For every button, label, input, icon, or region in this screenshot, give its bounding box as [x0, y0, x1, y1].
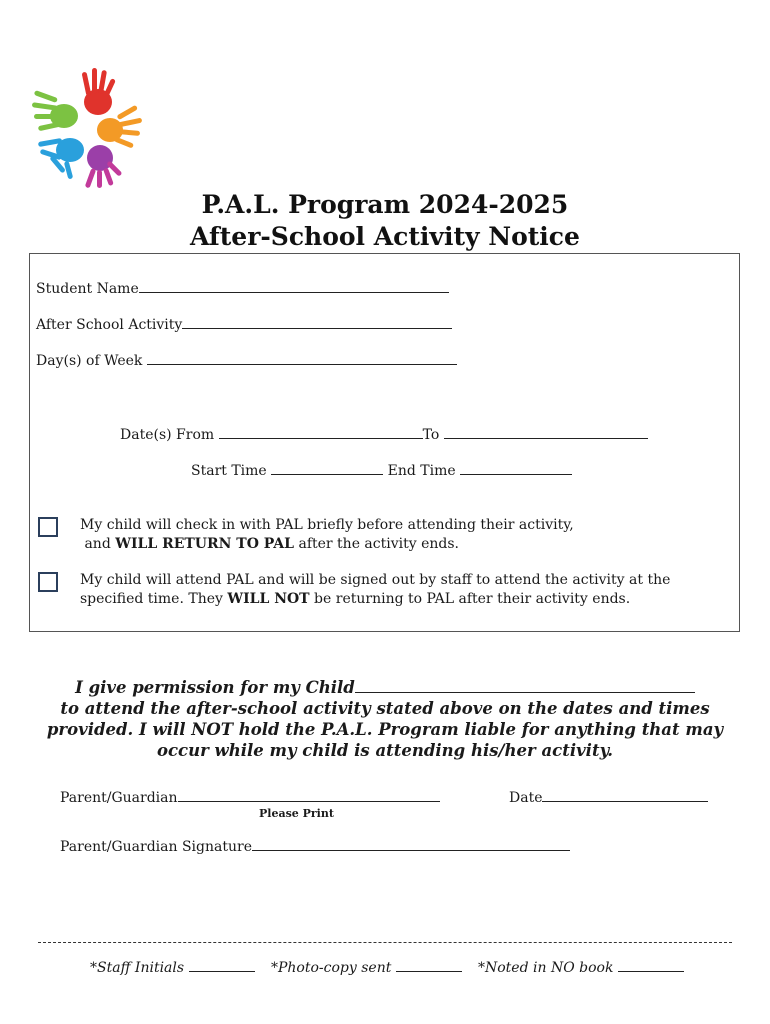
start-time-field[interactable]	[271, 462, 383, 475]
parent-guardian-field[interactable]	[178, 789, 440, 802]
start-time-label: Start Time	[191, 463, 267, 479]
days-label: Day(s) of Week	[36, 353, 143, 369]
staff-initials: *Staff Initials	[90, 959, 255, 976]
permission-line1: I give permission for my Child	[0, 677, 770, 698]
end-time-label: End Time	[387, 463, 456, 479]
red-hand-icon	[82, 68, 116, 115]
activity-field[interactable]	[182, 316, 452, 329]
dates-from-label: Date(s) From	[120, 427, 215, 443]
date-row	[509, 789, 708, 806]
signature-label: Parent/Guardian Signature	[60, 839, 252, 855]
parent-guardian-label: Parent/Guardian	[60, 790, 178, 806]
student-name-row	[36, 280, 449, 297]
signature-field[interactable]	[252, 838, 570, 851]
hands-logo	[30, 64, 142, 188]
days-field[interactable]	[147, 352, 457, 365]
student-name-field[interactable]	[139, 280, 449, 293]
return-to-pal-option: My child will check in with PAL briefly before attending their activity, and WILL RETURN TO PAL after the activity ends.	[80, 517, 574, 552]
dates-to-field[interactable]	[444, 426, 648, 439]
page-subtitle: After-School Activity Notice	[190, 222, 580, 251]
green-hand-icon	[32, 90, 78, 131]
activity-label: After School Activity	[36, 317, 183, 333]
photocopy-sent: *Photo-copy sent	[271, 959, 462, 976]
signed-out-option: My child will attend PAL and will be signed out by staff to attend the activity at the specified time. They WILL NOT be returning to PAL after their activity ends.	[80, 572, 671, 607]
date-label: Date	[509, 790, 543, 806]
dates-row	[120, 426, 648, 443]
activity-row	[36, 316, 452, 333]
dates-to-label: To	[422, 427, 440, 443]
staff-initials-field[interactable]	[189, 959, 255, 972]
signature-row	[60, 838, 570, 855]
signed-out-checkbox[interactable]	[38, 572, 58, 592]
date-field[interactable]	[542, 789, 708, 802]
permission-line3: provided. I will NOT hold the P.A.L. Program liable for anything that may	[46, 720, 724, 739]
return-to-pal-checkbox[interactable]	[38, 517, 58, 537]
photocopy-field[interactable]	[396, 959, 462, 972]
permission-line4: occur while my child is attending his/her activity.	[156, 741, 614, 760]
end-time-field[interactable]	[460, 462, 572, 475]
cut-line-divider	[38, 942, 732, 943]
times-row	[191, 462, 572, 479]
blue-hand-icon	[38, 138, 84, 180]
purple-hand-icon	[85, 145, 123, 188]
please-print-note: Please Print	[259, 807, 334, 820]
noted-field[interactable]	[618, 959, 684, 972]
days-row	[36, 352, 457, 369]
dates-from-field[interactable]	[219, 426, 423, 439]
permission-line2: to attend the after-school activity stated above on the dates and times	[60, 699, 710, 718]
parent-name-row	[60, 789, 440, 806]
page-title: P.A.L. Program 2024-2025	[201, 190, 569, 219]
noted-in-book: *Noted in NO book	[478, 959, 684, 976]
student-name-label: Student Name	[36, 281, 139, 297]
child-name-field[interactable]	[355, 678, 695, 693]
